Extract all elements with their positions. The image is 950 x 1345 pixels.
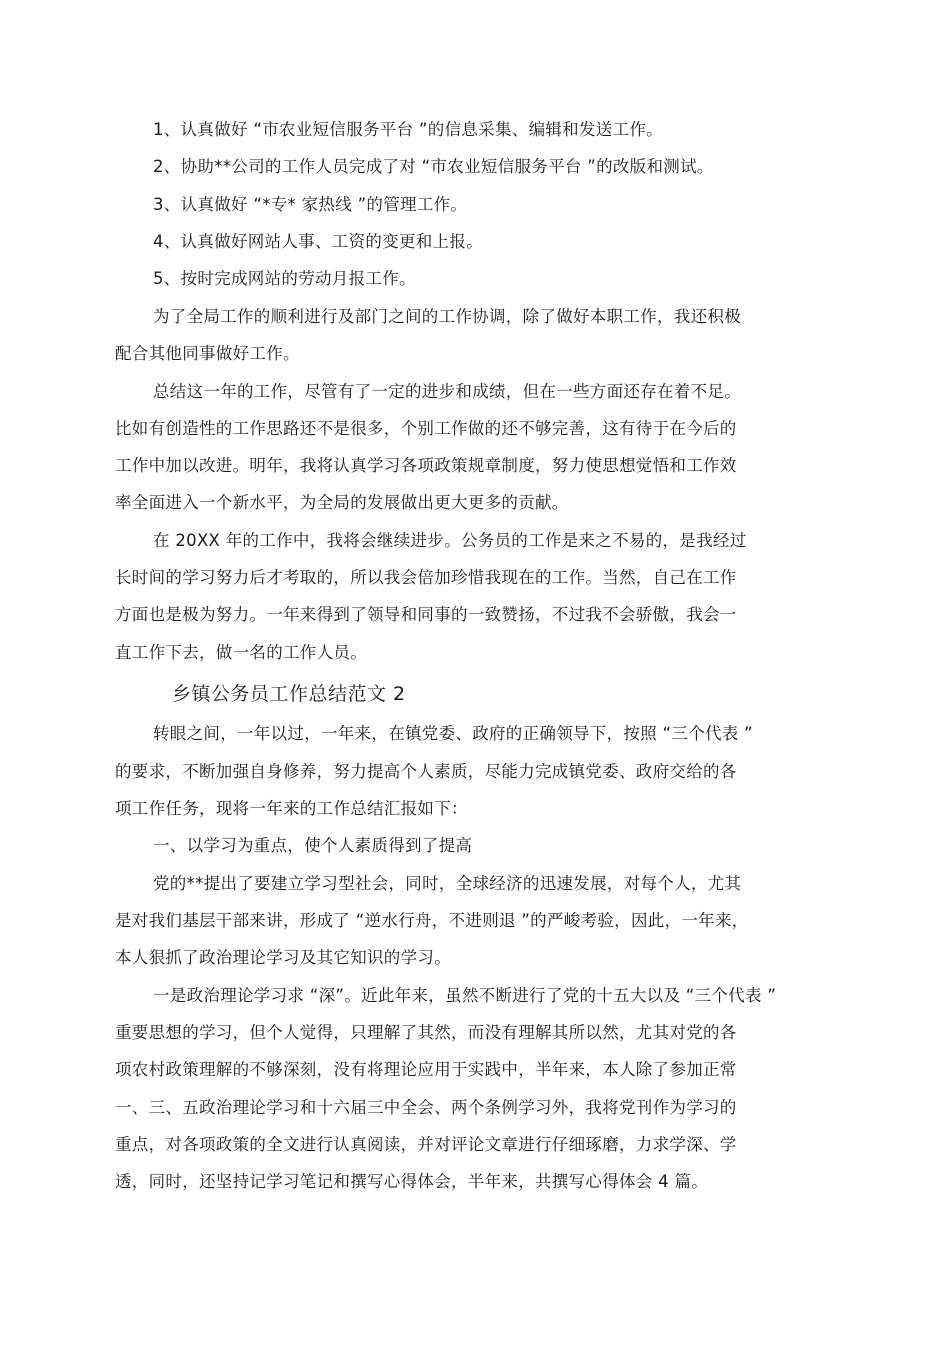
paragraph-line: 工作中加以改进。明年，我将认真学习各项政策规章制度，努力使思想觉悟和工作效 bbox=[115, 456, 737, 475]
list-item-2: 2、协助**公司的工作人员完成了对 “市农业短信服务平台 ”的改版和测试。 bbox=[153, 157, 714, 176]
paragraph-line: 配合其他同事做好工作。 bbox=[115, 344, 300, 363]
paragraph-line: 比如有创造性的工作思路还不是很多，个别工作做的还不够完善，这有待于在今后的 bbox=[115, 419, 737, 438]
paragraph-line: 的要求，不断加强自身修养，努力提高个人素质，尽能力完成镇党委、政府交给的各 bbox=[115, 762, 737, 781]
section-heading: 乡镇公务员工作总结范文 2 bbox=[172, 683, 406, 705]
paragraph-line: 本人狠抓了政治理论学习及其它知识的学习。 bbox=[115, 948, 451, 967]
subheading: 一、以学习为重点，使个人素质得到了提高 bbox=[153, 836, 473, 855]
list-item-4: 4、认真做好网站人事、工资的变更和上报。 bbox=[153, 232, 483, 251]
paragraph-line: 直工作下去，做一名的工作人员。 bbox=[115, 643, 367, 662]
paragraph-line: 重点，对各项政策的全文进行认真阅读，并对评论文章进行仔细琢磨，力求学深、学 bbox=[115, 1135, 737, 1154]
paragraph-line: 为了全局工作的顺利进行及部门之间的工作协调，除了做好本职工作，我还积极 bbox=[153, 307, 741, 326]
paragraph-line: 重要思想的学习，但个人觉得，只理解了其然，而没有理解其所以然，尤其对党的各 bbox=[115, 1023, 737, 1042]
paragraph-line: 项农村政策理解的不够深刻，没有将理论应用于实践中，半年来，本人除了参加正常 bbox=[115, 1060, 737, 1079]
list-item-5: 5、按时完成网站的劳动月报工作。 bbox=[153, 269, 416, 288]
list-item-1: 1、认真做好 “市农业短信服务平台 ”的信息采集、编辑和发送工作。 bbox=[153, 120, 663, 139]
paragraph-line: 透，同时，还坚持记学习笔记和撰写心得体会，半年来，共撰写心得体会 4 篇。 bbox=[115, 1172, 709, 1191]
paragraph-line: 总结这一年的工作，尽管有了一定的进步和成绩，但在一些方面还存在着不足。 bbox=[153, 382, 741, 401]
paragraph-line: 转眼之间，一年以过，一年来，在镇党委、政府的正确领导下，按照 “三个代表 ” bbox=[153, 724, 753, 743]
paragraph-line: 项工作任务，现将一年来的工作总结汇报如下： bbox=[115, 799, 468, 818]
paragraph-line: 方面也是极为努力。一年来得到了领导和同事的一致赞扬，不过我不会骄傲，我会一 bbox=[115, 605, 737, 624]
paragraph-line: 长时间的学习努力后才考取的，所以我会倍加珍惜我现在的工作。当然，自己在工作 bbox=[115, 568, 737, 587]
paragraph-line: 一是政治理论学习求 “深”。近此年来，虽然不断进行了党的十五大以及 “三个代表 ” bbox=[153, 986, 777, 1005]
paragraph-line: 党的**提出了要建立学习型社会，同时，全球经济的迅速发展，对每个人，尤其 bbox=[153, 874, 742, 893]
paragraph-line: 是对我们基层干部来讲，形成了 “逆水行舟，不进则退 ”的严峻考验，因此，一年来， bbox=[115, 911, 749, 930]
list-item-3: 3、认真做好 “*专* 家热线 ”的管理工作。 bbox=[153, 195, 468, 214]
paragraph-line: 在 20XX 年的工作中，我将会继续进步。公务员的工作是来之不易的，是我经过 bbox=[153, 531, 747, 550]
paragraph-line: 一、三、五政治理论学习和十六届三中全会、两个条例学习外，我将党刊作为学习的 bbox=[115, 1098, 737, 1117]
paragraph-line: 率全面进入一个新水平，为全局的发展做出更大更多的贡献。 bbox=[115, 493, 569, 512]
